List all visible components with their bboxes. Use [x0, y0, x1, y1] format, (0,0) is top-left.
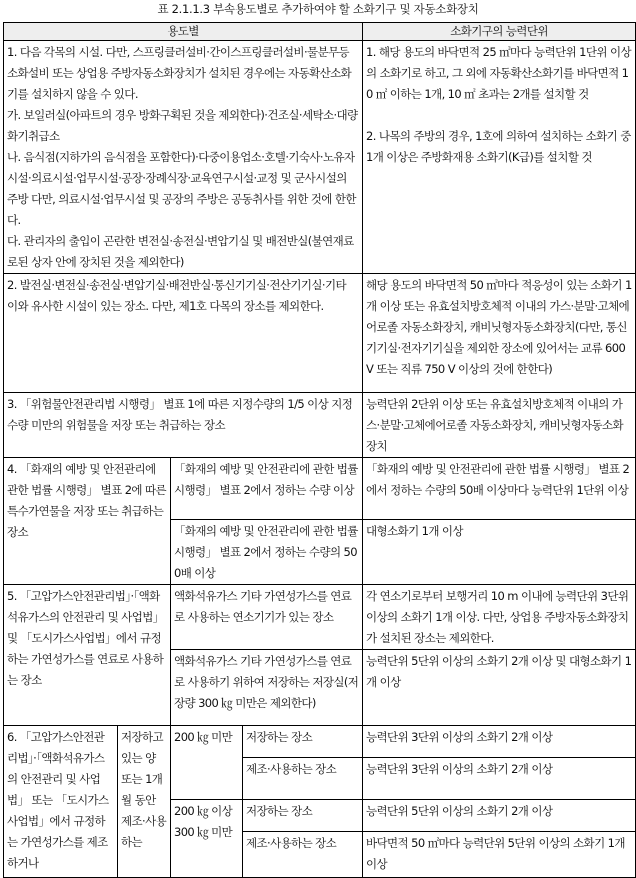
row3-capacity: 능력단위 2단위 이상 또는 유효설치방호체적 이내의 가스·분말·고체에어로졸 자동소화장치, 캐비닛형자동소화장치 [363, 393, 636, 458]
row5-capacity1: 각 연소기로부터 보행거리 10 m 이내에 능력단위 3단위 이상의 소화기 1개 이상. 다만, 상업용 주방자동소화장치가 설치된 장소는 제외한다. [363, 585, 636, 650]
row1-use [4, 41, 363, 274]
row4-capacity2: 대형소화기 1개 이상 [363, 520, 636, 585]
row1-capacity-2: 2. 나목의 주방의 경우, 1호에 의하여 설치하는 소화기 중 1개 이상은 주방화재용 소화기(K급)를 설치할 것 [366, 129, 631, 164]
row4-sub2: 「화재의 예방 및 안전관리에 관한 법률 시행령」 별표 2에서 정하는 수량의 500배 이상 [171, 520, 363, 585]
row6-capacity2-manufacture: 바닥면적 50 ㎡마다 능력단위 5단위 이상의 소화기 1개 이상 [363, 832, 636, 878]
table-row [4, 41, 636, 274]
table-row [4, 393, 636, 458]
row5-sub1: 액화석유가스 기타 가연성가스를 연료로 사용하는 연소기기가 있는 장소 [171, 585, 363, 650]
row4-capacity1: 「화재의 예방 및 안전관리에 관한 법률 시행령」 별표 2에서 정하는 수량의 50배 이상마다 능력단위 1단위 이상 [363, 458, 636, 520]
row3-use: 3. 「위험물안전관리법 시행령」 별표 1에 따른 지정수량의 1/5 이상 지정수량 미만의 위험물을 저장 또는 취급하는 장소 [4, 393, 363, 458]
row6-capacity1-manufacture: 능력단위 3단위 이상의 소화기 2개 이상 [363, 758, 636, 800]
row5-use: 5. 「고압가스안전관리법」·「액화석유가스의 안전관리 및 사업법」 및 「도시가스사업법」에서 규정하는 가연성가스를 연료로 사용하는 장소 [4, 585, 171, 726]
row6-use: 6. 「고압가스안전관리법」·「액화석유가스의 안전관리 및 사업법」 또는 「도시가스사업법」에서 규정하는 가연성가스를 제조하거나 [4, 726, 118, 878]
header-use: 용도별 [4, 23, 363, 41]
table-row [4, 585, 636, 650]
table-row [4, 458, 636, 520]
row5-capacity2: 능력단위 5단위 이상의 소화기 2개 이상 및 대형소화기 1개 이상 [363, 650, 636, 726]
extinguisher-table [3, 22, 636, 878]
table-row [4, 726, 636, 758]
row2-capacity: 해당 용도의 바닥면적 50 ㎡마다 적응성이 있는 소화기 1개 이상 또는 유효설치방호체적 이내의 가스·분말·고체에어로졸 자동소화장치, 캐비닛형자동소화장치(다만, 통신기기실·전자기기실을 제외한 장소에 있어서는 교류 600 V 또는 직류 750 V 이상의 것에 한한다) [363, 274, 636, 393]
row1-use-item-a: 가. 보일러실(아파트의 경우 방화구획된 것을 제외한다)·건조실·세탁소·대량화기취급소 [7, 108, 358, 143]
row5-sub2: 액화석유가스 기타 가연성가스를 연료로 사용하기 위하여 저장하는 저장실(저장량 300 ㎏ 미만은 제외한다) [171, 650, 363, 726]
row4-use: 4. 「화재의 예방 및 안전관리에 관한 법률 시행령」 별표 2에 따른 특수가연물을 저장 또는 취급하는 장소 [4, 458, 171, 585]
row6-quantity-label: 저장하고 있는 양 또는 1개월 동안 제조·사용하는 [118, 726, 171, 878]
row1-capacity-1: 1. 해당 용도의 바닥면적 25 ㎡마다 능력단위 1단위 이상의 소화기로 하고, 그 외에 자동확산소화기를 바닥면적 10 ㎡ 이하는 1개, 10 ㎡ 초과는 2개를 설치할 것 [366, 45, 631, 101]
row4-sub1: 「화재의 예방 및 안전관리에 관한 법률 시행령」 별표 2에서 정하는 수량 이상 [171, 458, 363, 520]
row1-use-item-b: 나. 음식점(지하가의 음식점을 포함한다)·다중이용업소·호텔·기숙사·노유자시설·의료시설·업무시설·공장·장례식장·교육연구시설·교정 및 군사시설의 주방 다만, 의료시설·업무시설 및 공장의 주방은 공동취사를 위한 것에 한한다. [7, 150, 356, 227]
table-title: 표 2.1.1.3 부속용도별로 추가하여야 할 소화기구 및 자동소화장치 [157, 2, 479, 16]
row6-amount1: 200 ㎏ 미만 [171, 726, 243, 800]
row1-use-item-c: 다. 관리자의 출입이 곤란한 변전실·송전실·변압기실 및 배전반실(불연재료로된 상자 안에 장치된 것을 제외한다) [7, 234, 354, 269]
row6-capacity1-storage: 능력단위 3단위 이상의 소화기 2개 이상 [363, 726, 636, 758]
table-header-row [4, 23, 636, 41]
row6-capacity2-storage: 능력단위 5단위 이상의 소화기 2개 이상 [363, 800, 636, 832]
row6-amount2-storage: 저장하는 장소 [243, 800, 363, 832]
row6-amount2: 200 ㎏ 이상 300 ㎏ 미만 [171, 800, 243, 878]
row6-amount1-storage: 저장하는 장소 [243, 726, 363, 758]
header-capacity: 소화기구의 능력단위 [363, 23, 636, 41]
row1-use-intro: 1. 다음 각목의 시설. 다만, 스프링클러설비·간이스프링클러설비·물분무등소화설비 또는 상업용 주방자동소화장치가 설치된 경우에는 자동확산소화기를 설치하지 않을 수 있다. [7, 45, 352, 101]
row2-use: 2. 발전실·변전실·송전실·변압기실·배전반실·통신기기실·전산기기실·기타 이와 유사한 시설이 있는 장소. 다만, 제1호 다목의 장소를 제외한다. [4, 274, 363, 393]
row6-amount2-manufacture: 제조·사용하는 장소 [243, 832, 363, 878]
row1-capacity [363, 41, 636, 274]
row6-amount1-manufacture: 제조·사용하는 장소 [243, 758, 363, 800]
table-row [4, 274, 636, 393]
